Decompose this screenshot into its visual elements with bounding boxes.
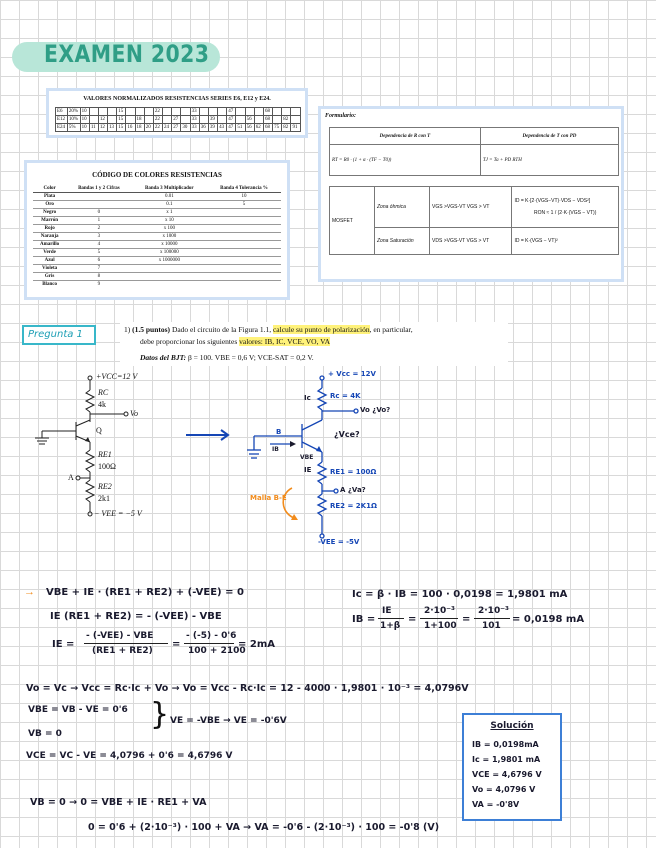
color-cell: 7 (66, 265, 131, 273)
series-cell: 13 (108, 124, 117, 132)
question-text-1-end: , en particular, (369, 325, 413, 334)
band12-col-header: Bandas 1 y 2 Cifras (66, 185, 131, 193)
hand-label-vce: ¿Vce? (334, 430, 360, 439)
series-cell: 33 (190, 108, 199, 116)
series-cell (98, 108, 107, 116)
color-cell: Verde (33, 249, 66, 257)
series-row (56, 124, 301, 132)
step-arrow-icon: → (24, 586, 35, 598)
mosfet-table (329, 186, 619, 255)
color-cell (207, 249, 281, 257)
band4-col-header: Banda 4 Tolerancia % (207, 185, 281, 193)
work-vbe-line: VBE = VB - VE = 0'6 (28, 705, 128, 715)
zona-saturacion-eq: ID = K·(VGS − VT)² (512, 228, 619, 255)
work-ib-den2: 1+100 (424, 621, 457, 631)
work-vce-line: VCE = VC - VE = 4,0796 + 0'6 = 4,6796 V (26, 751, 233, 761)
series-cell: 36 (199, 124, 208, 132)
color-cell: Violeta (33, 265, 66, 273)
work-ib-lhs: IB = (352, 614, 376, 625)
question-line-2 (124, 336, 504, 348)
handwritten-circuit-labels (240, 370, 410, 550)
hand-label-rc: Rc = 4K (330, 392, 361, 400)
hand-label-malla: Malla B-E (250, 494, 287, 502)
label-q: Q (96, 426, 102, 435)
series-cell (199, 108, 208, 116)
hand-label-vcc: + Vcc = 12V (328, 370, 376, 378)
band3-col-header: Banda 3 Multiplicador (132, 185, 207, 193)
formulario-panel (318, 106, 624, 282)
question-text-2: debe proporcionar los siguientes (140, 337, 238, 346)
series-cell: E12 (56, 116, 68, 124)
work-vb-line: VB = 0 (28, 729, 62, 739)
color-cell: 5 (66, 249, 131, 257)
printed-circuit-labels (28, 368, 168, 528)
color-cell: Azul (33, 257, 66, 265)
color-table-title: CÓDIGO DE COLORES RESISTENCIAS (92, 171, 222, 179)
question-line-3 (124, 352, 504, 364)
series-cell (108, 116, 117, 124)
zona-ohmica-ron: RON ≈ 1 / (2·K·(VGS − VT)) (534, 210, 597, 216)
color-cell: x 100000 (132, 249, 207, 257)
color-cell: 3 (66, 233, 131, 241)
series-cell (181, 108, 190, 116)
series-cell: 24 (163, 124, 172, 132)
color-cell: x 1 (132, 209, 207, 217)
series-cell: 39 (208, 124, 217, 132)
series-cell (163, 108, 172, 116)
eq-t-pd: TJ = Ta + PD RTH (480, 145, 618, 176)
series-cell (199, 116, 208, 124)
series-cell: 75 (273, 124, 282, 132)
color-cell: x 100 (132, 225, 207, 233)
color-row (33, 257, 281, 265)
page-title: EXAMEN 2023 (44, 40, 210, 68)
color-row (33, 225, 281, 233)
color-cell: 10 (207, 193, 281, 201)
work-ic-line: Ic = β · IB = 100 · 0,0198 = 1,9801 mA (352, 589, 568, 600)
series-cell: 10 (80, 108, 89, 116)
question-tag-label: Pregunta 1 (28, 329, 83, 340)
series-cell (108, 108, 117, 116)
work-ib-eq1: = (408, 614, 417, 625)
color-cell: Oro (33, 201, 66, 209)
color-cell (207, 265, 281, 273)
label-re2: RE2 (98, 482, 112, 491)
series-table-panel (46, 88, 308, 138)
work-brace-icon: } (150, 697, 170, 732)
series-cell: 20 (144, 124, 153, 132)
series-cell (236, 108, 245, 116)
color-cell: Plata (33, 193, 66, 201)
color-cell (207, 225, 281, 233)
series-cell: 10% (67, 116, 80, 124)
color-row (33, 193, 281, 201)
color-cell: Amarillo (33, 241, 66, 249)
label-re1: RE1 (98, 450, 112, 459)
series-cell (291, 108, 301, 116)
work-ie-num2: - (-5) - 0'6 (186, 631, 237, 641)
series-cell (89, 108, 98, 116)
series-cell: 47 (227, 116, 236, 124)
hand-label-b: B (276, 428, 282, 436)
solution-title: Solución (490, 721, 534, 731)
color-cell: 2 (66, 225, 131, 233)
work-ib-num2: 2·10⁻³ (424, 606, 455, 616)
label-rc: RC (98, 388, 109, 397)
color-row (33, 265, 281, 273)
color-cell (132, 273, 207, 281)
color-row (33, 217, 281, 225)
color-cell (207, 241, 281, 249)
label-re2-val: 2k1 (98, 494, 110, 503)
color-row (33, 281, 281, 289)
series-cell (273, 116, 282, 124)
zona-saturacion-label: Zona Saturación (375, 228, 430, 255)
work-ie-den2: 100 + 2100 (188, 646, 246, 656)
mosfet-label: MOSFET (330, 187, 375, 255)
color-cell: Blanco (33, 281, 66, 289)
series-cell: 16 (126, 124, 135, 132)
color-cell: 4 (66, 241, 131, 249)
color-cell: 5 (207, 201, 281, 209)
work-ie-bar (84, 643, 168, 644)
color-cell: Marrón (33, 217, 66, 225)
color-cell (207, 233, 281, 241)
color-cell (207, 281, 281, 289)
color-cell (66, 193, 131, 201)
series-cell (254, 116, 263, 124)
series-cell: 82 (282, 116, 291, 124)
work-ie-bar2 (184, 643, 234, 644)
label-a: A (68, 473, 74, 482)
work-ib-result: = 0,0198 mA (512, 614, 585, 625)
color-cell (207, 217, 281, 225)
hand-label-vo: Vo ¿Vo? (360, 406, 391, 414)
work-ib-den: 1+β (380, 621, 401, 631)
series-cell: 12 (98, 124, 107, 132)
color-cell: Negro (33, 209, 66, 217)
series-cell (282, 108, 291, 116)
label-vcc: +VCC=12 V (96, 372, 138, 381)
question-tag (22, 325, 96, 345)
series-row (56, 108, 301, 116)
series-cell: 10 (80, 116, 89, 124)
label-re1-val: 100Ω (98, 462, 116, 471)
work-ib-bar3 (474, 618, 510, 619)
color-cell: x 1000 (132, 233, 207, 241)
work-ib-bar2 (420, 618, 458, 619)
series-cell (291, 116, 301, 124)
work-ib-eq2: = (462, 614, 471, 625)
work-ib-bar (378, 618, 404, 619)
series-cell (163, 116, 172, 124)
eq-r-t: RT = R0 · (1 + α · (TF − T0)) (330, 145, 481, 176)
color-cell (132, 265, 207, 273)
color-row (33, 233, 281, 241)
color-cell: 0 (66, 209, 131, 217)
hand-label-ie: IE (304, 466, 312, 474)
color-row (33, 241, 281, 249)
bjt-data: β = 100. VBE = 0,6 V; VCE-SAT = 0,2 V. (187, 353, 314, 362)
work-ve-line: VE = -VBE → VE = -0'6V (170, 716, 287, 726)
series-cell (144, 116, 153, 124)
zona-ohmica-eq: ID = K·[2·(VGS−VT)·VDS − VDS²] (514, 198, 591, 204)
series-cell: 18 (135, 124, 144, 132)
question-highlight-1: calcule su punto de polarización (272, 325, 370, 334)
hand-label-re2: RE2 = 2K1Ω (330, 502, 377, 510)
series-cell: 39 (208, 116, 217, 124)
color-table (33, 185, 281, 288)
col-r-t-header: Dependencia de R con T (330, 128, 481, 145)
hand-label-a: A ¿Va? (340, 486, 366, 494)
series-cell: 18 (135, 116, 144, 124)
series-row (56, 116, 301, 124)
work-va-line-2: 0 = 0'6 + (2·10⁻³) · 100 + VA → VA = -0'6 - (2·10⁻³) · 100 = -0'8 (V) (88, 822, 440, 833)
series-cell: 33 (190, 116, 199, 124)
formulas-table (329, 127, 619, 176)
hand-label-ib: IB (272, 446, 279, 453)
series-cell: 56 (245, 124, 254, 132)
work-ie-lhs: IE = (52, 639, 75, 650)
hand-label-vbe: VBE (300, 454, 314, 461)
color-cell (207, 273, 281, 281)
question-line-1 (124, 324, 504, 336)
series-cell (144, 108, 153, 116)
series-cell (126, 116, 135, 124)
right-arrow-icon (186, 428, 232, 442)
color-row (33, 201, 281, 209)
hand-label-vee: -VEE = -5V (318, 538, 360, 546)
zona-ohmica-label: Zona óhmica (375, 187, 430, 228)
work-vo-line: Vo = Vc → Vcc = Rc·Ic + Vo → Vo = Vcc - Rc·Ic = 12 - 4000 · 1,9801 · 10⁻³ = 4,0796V (26, 683, 469, 694)
color-cell (66, 201, 131, 209)
solution-item-ib: IB = 0,0198mA (472, 740, 539, 749)
series-cell (245, 108, 254, 116)
zona-saturacion-cond: VDS >VGS-VT VGS > VT (430, 228, 512, 255)
color-cell: 0.01 (132, 193, 207, 201)
series-cell: 5% (67, 124, 80, 132)
label-rc-val: 4k (98, 400, 106, 409)
color-cell: x 10 (132, 217, 207, 225)
series-cell: 22 (153, 116, 162, 124)
series-cell: 22 (153, 108, 162, 116)
question-highlight-2: valores: IB, IC, VCE, VO, VA (239, 337, 331, 346)
solution-item-vce: VCE = 4,6796 V (472, 770, 542, 779)
series-cell: 62 (254, 124, 263, 132)
color-cell: 1 (66, 217, 131, 225)
color-cell (207, 209, 281, 217)
color-cell (132, 281, 207, 289)
color-row (33, 273, 281, 281)
series-cell: 27 (172, 116, 181, 124)
work-ie-num: - (-VEE) - VBE (86, 631, 154, 641)
color-cell: 9 (66, 281, 131, 289)
series-cell (172, 108, 181, 116)
formulario-title: Formulario: (325, 113, 357, 119)
color-cell: 0.1 (132, 201, 207, 209)
solution-item-vo: Vo = 4,0796 V (472, 785, 536, 794)
series-cell: 47 (227, 124, 236, 132)
series-cell (181, 116, 190, 124)
series-cell (126, 108, 135, 116)
series-cell: 68 (263, 108, 272, 116)
color-cell (207, 257, 281, 265)
series-cell: 91 (291, 124, 301, 132)
series-cell: 15 (117, 108, 126, 116)
work-ib-den3: 101 (482, 621, 501, 631)
zona-ohmica-eqs (512, 187, 619, 228)
work-ie-eq1: = (172, 639, 181, 650)
work-ie-result: = 2mA (238, 639, 275, 650)
series-cell: 30 (181, 124, 190, 132)
series-cell: 20% (67, 108, 80, 116)
series-cell (218, 116, 227, 124)
color-cell: 8 (66, 273, 131, 281)
series-cell (135, 108, 144, 116)
work-ib-num3: 2·10⁻³ (478, 606, 509, 616)
color-row (33, 249, 281, 257)
series-cell (218, 108, 227, 116)
work-line-1: VBE + IE · (RE1 + RE2) + (-VEE) = 0 (46, 587, 244, 598)
series-cell: 56 (245, 116, 254, 124)
color-cell: Gris (33, 273, 66, 281)
work-ie-den: (RE1 + RE2) (92, 646, 153, 656)
bjt-data-label: Datos del BJT: (140, 353, 187, 362)
solution-item-va: VA = -0'8V (472, 800, 520, 809)
color-table-panel (24, 160, 290, 300)
label-vo: Vo (130, 409, 138, 418)
series-cell (236, 116, 245, 124)
series-cell (89, 116, 98, 124)
color-cell: Rojo (33, 225, 66, 233)
color-cell: x 1000000 (132, 257, 207, 265)
series-cell: 10 (80, 124, 89, 132)
series-table-title: VALORES NORMALIZADOS RESISTENCIAS SERIES E6, E12 y E24. (83, 96, 271, 102)
hand-label-ic: Ic (304, 394, 311, 402)
series-cell: 15 (117, 116, 126, 124)
series-cell: 68 (263, 124, 272, 132)
zona-ohmica-cond: VGS >VGS-VT VGS > VT (430, 187, 512, 228)
series-cell (254, 108, 263, 116)
series-cell: 27 (172, 124, 181, 132)
color-cell: Naranja (33, 233, 66, 241)
label-vee: − VEE = −5 V (94, 509, 142, 518)
series-cell: 12 (98, 116, 107, 124)
question-points: (1.5 puntos) (132, 325, 171, 334)
series-cell: 43 (218, 124, 227, 132)
series-cell: 47 (227, 108, 236, 116)
series-cell (273, 108, 282, 116)
color-col-header: Color (33, 185, 66, 193)
hand-label-re1: RE1 = 100Ω (330, 468, 377, 476)
series-cell: E6 (56, 108, 68, 116)
work-ib-num: IE (382, 606, 392, 616)
color-cell: x 10000 (132, 241, 207, 249)
question-text-1: Dado el circuito de la Figura 1.1, (171, 325, 272, 334)
series-cell: 15 (117, 124, 126, 132)
series-cell (208, 108, 217, 116)
work-line-2: IE (RE1 + RE2) = - (-VEE) - VBE (50, 611, 222, 622)
series-cell: 68 (263, 116, 272, 124)
series-cell: 82 (282, 124, 291, 132)
series-cell: 33 (190, 124, 199, 132)
color-cell: 6 (66, 257, 131, 265)
series-cell: 51 (236, 124, 245, 132)
question-number: 1) (124, 325, 131, 334)
question-text (120, 322, 508, 366)
work-va-line-1: VB = 0 → 0 = VBE + IE · RE1 + VA (30, 797, 207, 808)
series-table (55, 107, 301, 132)
color-row (33, 209, 281, 217)
series-cell: 11 (89, 124, 98, 132)
series-cell: E24 (56, 124, 68, 132)
col-t-pd-header: Dependencia de T con PD (480, 128, 618, 145)
solution-box (462, 713, 562, 821)
series-cell: 22 (153, 124, 162, 132)
solution-item-ic: Ic = 1,9801 mA (472, 755, 541, 764)
